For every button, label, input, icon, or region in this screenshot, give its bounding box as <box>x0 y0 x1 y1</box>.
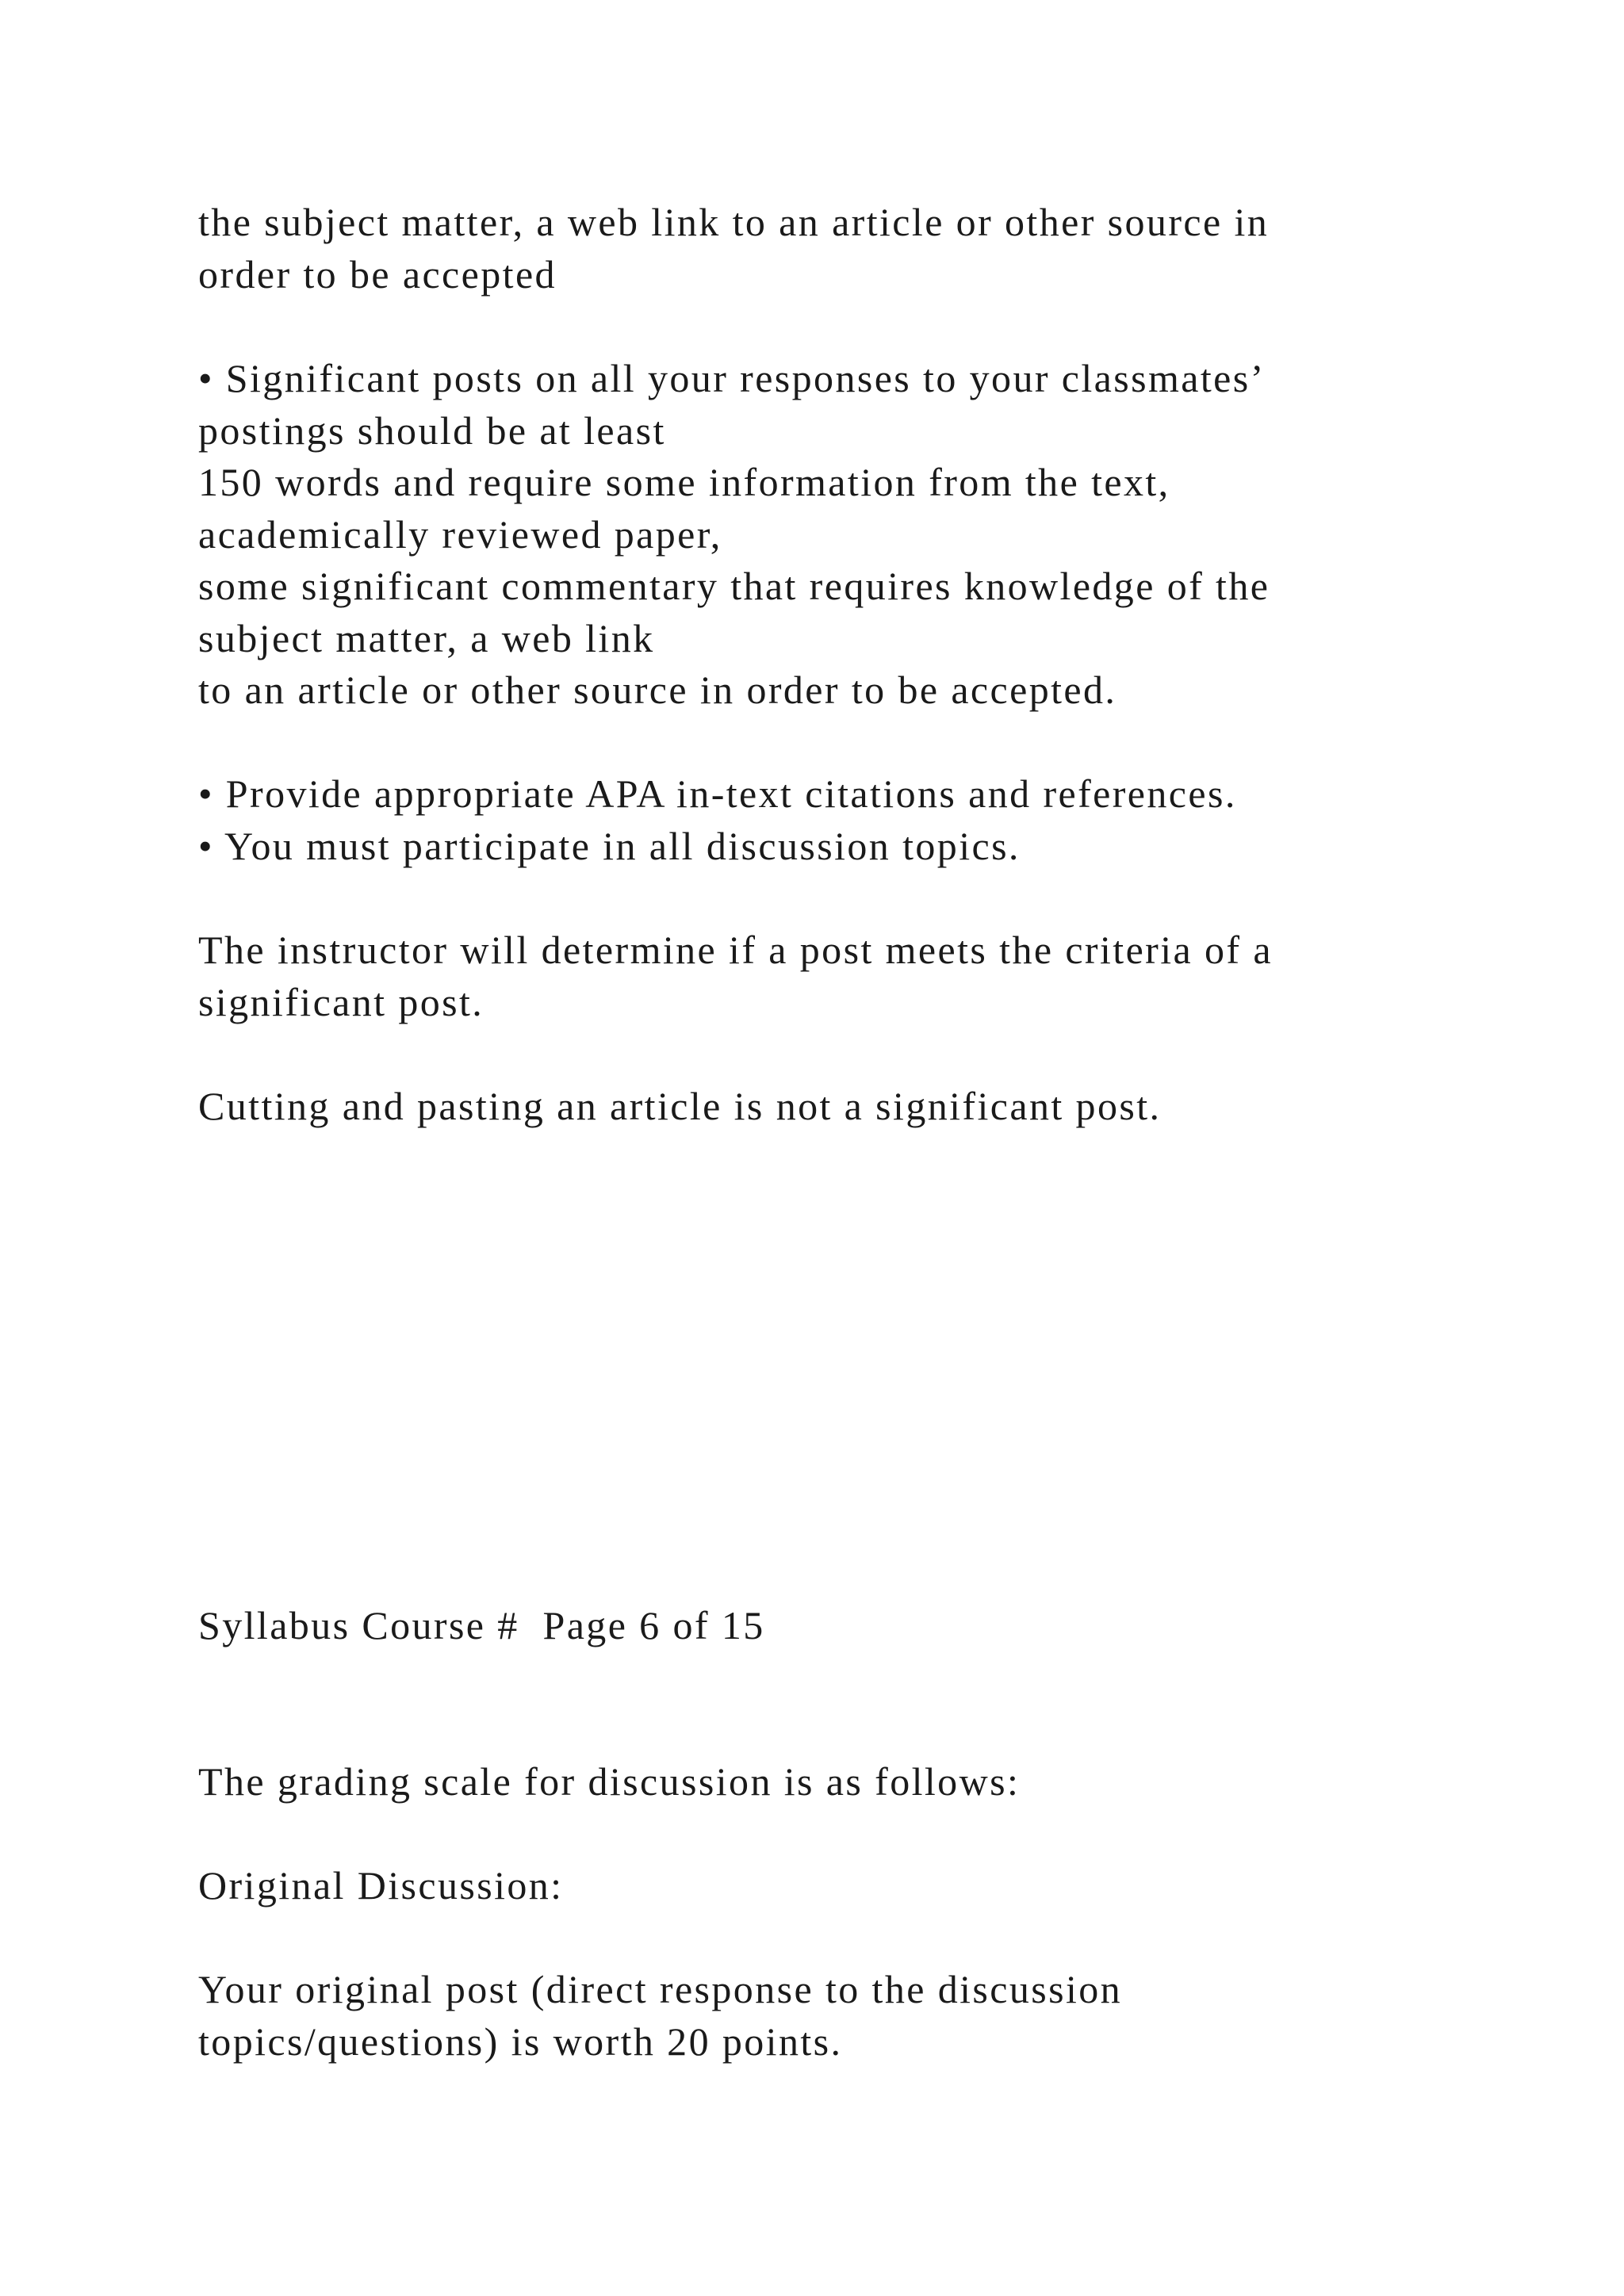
bullet-list-requirements <box>198 768 1435 872</box>
text-line: significant post. <box>198 979 485 1024</box>
text-line: postings should be at least <box>198 408 666 453</box>
text-line: The grading scale for discussion is as follows: <box>198 1759 1021 1804</box>
paragraph-cutting-pasting <box>198 1081 1435 1133</box>
text-line: topics/questions) is worth 20 points. <box>198 2019 843 2064</box>
text-line: • Significant posts on all your responses to your classmates’ <box>198 356 1266 400</box>
text-line: • You must participate in all discussion topics. <box>198 823 1021 868</box>
paragraph-instructor <box>198 924 1435 1028</box>
heading-original-discussion <box>198 1860 1435 1912</box>
bullet-significant-posts <box>198 353 1435 717</box>
text-line: Cutting and pasting an article is not a significant post. <box>198 1084 1162 1128</box>
text-line: Original Discussion: <box>198 1863 564 1908</box>
text-line: • Provide appropriate APA in-text citations and references. <box>198 771 1237 816</box>
text-line: The instructor will determine if a post meets the criteria of a <box>198 928 1273 972</box>
text-line: the subject matter, a web link to an article or other source in <box>198 200 1270 244</box>
paragraph-grading-scale <box>198 1756 1435 1808</box>
text-line: 150 words and require some information from the text, <box>198 460 1170 504</box>
text-line: academically reviewed paper, <box>198 511 722 557</box>
page-footer <box>198 1600 1435 1652</box>
text-line: subject matter, a web link <box>198 615 655 660</box>
paragraph-original-post <box>198 1964 1435 2068</box>
text-line: order to be accepted <box>198 251 557 297</box>
text-line: to an article or other source in order to be accepted. <box>198 668 1117 712</box>
text-line: Your original post (direct response to the discussion <box>198 1967 1123 2011</box>
text-line: some significant commentary that requires knowledge of the <box>198 564 1270 608</box>
paragraph-continuation <box>198 197 1435 300</box>
text-line: Syllabus Course # Page 6 of 15 <box>198 1603 765 1647</box>
